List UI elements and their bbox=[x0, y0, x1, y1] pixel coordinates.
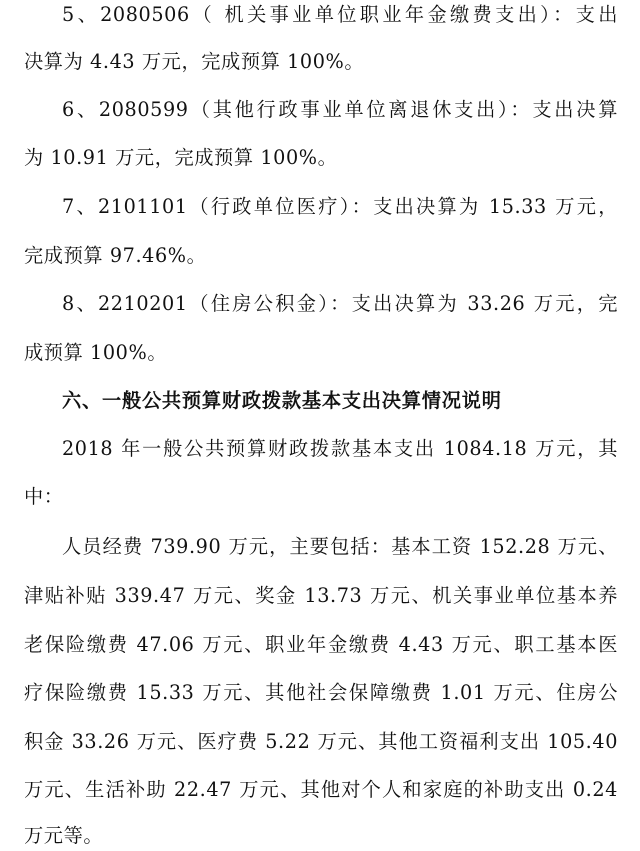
personnel-line-1: 人员经费 739.90 万元，主要包括：基本工资 152.28 万元、 bbox=[62, 535, 618, 558]
summary-line-2: 中： bbox=[24, 485, 64, 508]
item-6-line-1: 6、2080599（其他行政事业单位离退休支出）：支出决算 bbox=[62, 98, 618, 121]
item-7-line-2: 完成预算 97.46%。 bbox=[24, 244, 207, 267]
summary-line-1: 2018 年一般公共预算财政拨款基本支出 1084.18 万元，其 bbox=[62, 437, 618, 460]
item-5-line-2: 决算为 4.43 万元，完成预算 100%。 bbox=[24, 50, 365, 73]
item-7-line-1: 7、2101101（行政单位医疗）：支出决算为 15.33 万元， bbox=[62, 195, 618, 218]
personnel-line-6: 万元、生活补助 22.47 万元、其他对个人和家庭的补助支出 0.24 bbox=[24, 778, 618, 801]
item-5-line-1: 5、2080506（ 机关事业单位职业年金缴费支出）：支出 bbox=[62, 3, 618, 26]
item-6-line-2: 为 10.91 万元，完成预算 100%。 bbox=[24, 146, 338, 169]
personnel-line-5: 积金 33.26 万元、医疗费 5.22 万元、其他工资福利支出 105.40 bbox=[24, 730, 618, 753]
personnel-line-4: 疗保险缴费 15.33 万元、其他社会保障缴费 1.01 万元、住房公 bbox=[24, 681, 618, 704]
section-heading: 六、一般公共预算财政拨款基本支出决算情况说明 bbox=[62, 389, 502, 412]
personnel-line-2: 津贴补贴 339.47 万元、奖金 13.73 万元、机关事业单位基本养 bbox=[24, 584, 618, 607]
item-8-line-1: 8、2210201（住房公积金）：支出决算为 33.26 万元，完 bbox=[62, 292, 618, 315]
item-8-line-2: 成预算 100%。 bbox=[24, 341, 168, 364]
personnel-line-7: 万元等。 bbox=[24, 824, 104, 847]
personnel-line-3: 老保险缴费 47.06 万元、职业年金缴费 4.43 万元、职工基本医 bbox=[24, 633, 618, 656]
